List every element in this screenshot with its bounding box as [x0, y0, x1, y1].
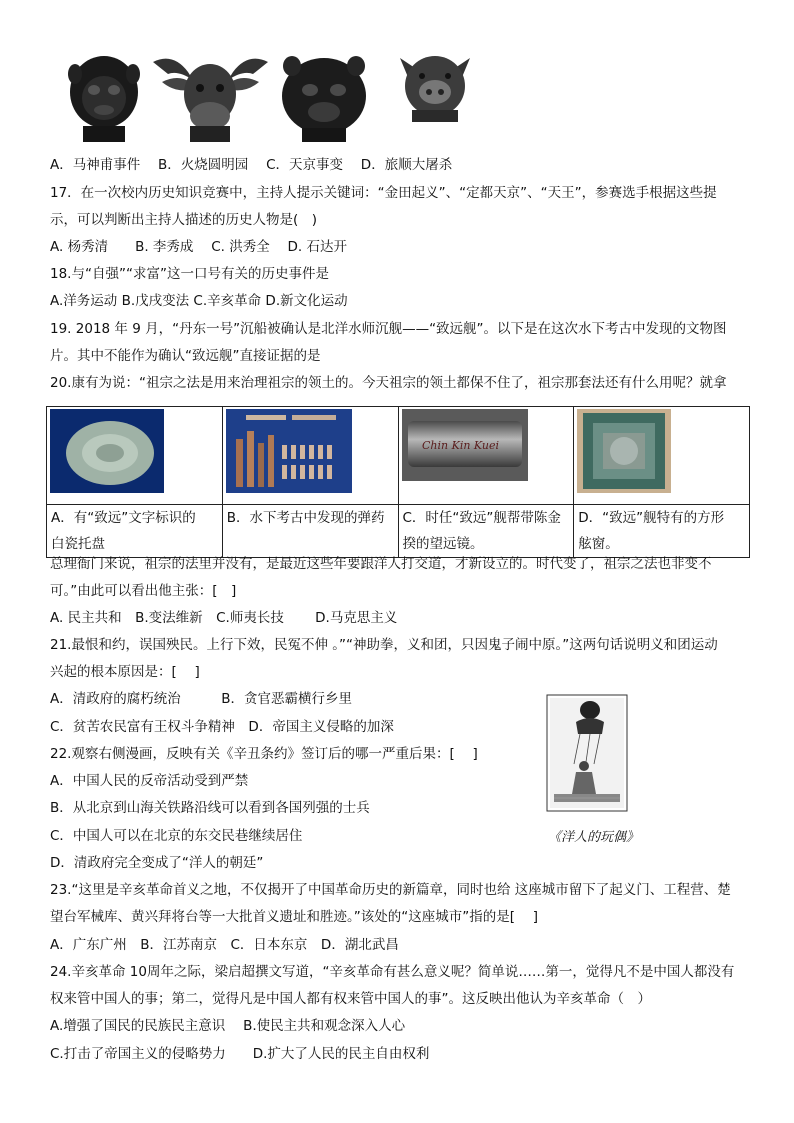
artifact-b-label — [222, 505, 398, 558]
artifact-d-label-line1: D．“致远”舰特有的方形 — [578, 510, 725, 526]
artifact-a-image-cell — [47, 407, 223, 505]
ox-head-image — [148, 52, 273, 144]
q17-stem-line1: 17．在一次校内历史知识竞赛中，主持人提示关键词：“金田起义”、“定都天京”、“天王”，参赛选手根据这些提 — [50, 185, 717, 201]
q23-stem-line1: 23.“这里是辛亥革命首义之地，不仅揭开了中国革命历史的新篇章，同时也给 这座城市留下了起义门、工程营、楚 — [50, 882, 731, 898]
cartoon-caption: 《洋人的玩偶》 — [548, 830, 640, 845]
q21-options-ab: A．清政府的腐朽统治 B．贪官恶霸横行乡里 — [50, 691, 352, 707]
q18-options: A.洋务运动 B.戊戌变法 C.辛亥革命 D.新文化运动 — [50, 293, 348, 309]
q22-stem: 22.观察右侧漫画，反映有关《辛丑条约》签订后的哪一严重后果：[ ] — [50, 746, 478, 762]
artifact-a-label-line1: A．有“致远”文字标识的 — [51, 510, 196, 526]
artifact-c-label — [398, 505, 574, 558]
artifact-d-image-cell — [574, 407, 750, 505]
q19-artifact-table — [46, 406, 750, 558]
q22-option-d: D．清政府完全变成了“洋人的朝廷” — [50, 855, 264, 871]
monkey-head-image — [65, 52, 143, 144]
artifact-c-label-line2: 揆的望远镜。 — [402, 536, 484, 552]
q17-options: A. 杨秀清 B. 李秀成 C. 洪秀全 D. 石达开 — [50, 239, 347, 255]
artifact-a-label — [47, 505, 223, 558]
q21-stem-line1: 21.最恨和约，误国殃民。上行下效，民冤不伸 。”“神助拳，义和团，只因鬼子闹中原。”这两句话说明义和团运动 — [50, 637, 718, 653]
q24-options-cd: C.打击了帝国主义的侵略势力 D.扩大了人民的民主自由权利 — [50, 1046, 430, 1062]
telescope-engraving: Chin Kin Kuei — [421, 439, 499, 452]
porcelain-tray-image — [50, 409, 164, 493]
puppet-cartoon-image — [546, 694, 628, 812]
q24-options-ab: A.增强了国民的民族民主意识 B.使民主共和观念深入人心 — [50, 1018, 406, 1034]
q22-option-c: C．中国人可以在北京的东交民巷继续居住 — [50, 828, 303, 844]
q16-options: A．马神甫事件 B．火烧圆明园 C．天京事变 D．旅顺大屠杀 — [50, 157, 453, 173]
artifact-d-label-line2: 舷窗。 — [578, 536, 619, 552]
q19-stem-line2: 片。其中不能作为确认“致远舰”直接证据的是 — [50, 348, 321, 364]
q20-stem-line2: 总理衙门来说，祖宗的法里并没有，是最近这些年要跟洋人打交道，才新设立的。时代变了，祖宗之法也非变不 — [50, 556, 712, 572]
q23-stem-line2: 望台军械库、黄兴拜将台等一大批首义遗址和胜迹。”该处的“这座城市”指的是[ ] — [50, 909, 539, 925]
ammunition-image — [226, 409, 352, 493]
q21-options-cd: C．贫苦农民富有王权斗争精神 D．帝国主义侵略的加深 — [50, 719, 394, 735]
artifact-b-image-cell — [222, 407, 398, 505]
artifact-b-label-line1: B．水下考古中发现的弹药 — [226, 510, 385, 526]
q18-stem: 18.与“自强”“求富”这一口号有关的历史事件是 — [50, 266, 329, 282]
square-porthole-image — [577, 409, 671, 493]
artifact-d-label — [574, 505, 750, 558]
telescope-image — [402, 409, 528, 481]
q17-stem-line2: 示，可以判断出主持人描述的历史人物是( ) — [50, 212, 318, 228]
q24-stem-line1: 24.辛亥革命 10周年之际，梁启超撰文写道，“辛亥革命有甚么意义呢？简单说……第一，觉得凡不是中国人都没有 — [50, 964, 735, 980]
q23-options: A．广东广州 B．江苏南京 C．日本东京 D．湖北武昌 — [50, 937, 399, 953]
artifact-c-label-line1: C．时任“致远”舰帮带陈金 — [402, 510, 561, 526]
artifact-a-label-line2: 白瓷托盘 — [51, 536, 105, 552]
artifact-c-image-cell — [398, 407, 574, 505]
q22-option-b: B．从北京到山海关铁路沿线可以看到各国列强的士兵 — [50, 800, 370, 816]
q20-stem-line3: 可。”由此可以看出他主张：[ ] — [50, 583, 237, 599]
q22-option-a: A．中国人民的反帝活动受到严禁 — [50, 773, 249, 789]
q21-stem-line2: 兴起的根本原因是：[ ] — [50, 664, 200, 680]
q20-options: A. 民主共和 B.变法维新 C.师夷长技 D.马克思主义 — [50, 610, 398, 626]
pig-head-image — [396, 52, 474, 124]
q19-stem-line1: 19. 2018 年 9 月，“丹东一号”沉船被确认是北洋水师沉舰——“致远舰”。以下是在这次水下考古中发现的文物图 — [50, 321, 727, 337]
tiger-head-image — [278, 52, 370, 144]
bronze-heads-images — [60, 52, 480, 147]
q20-stem-line1: 20.康有为说：“祖宗之法是用来治理祖宗的领土的。今天祖宗的领土都保不住了，祖宗那套法还有什么用呢？就拿 — [50, 375, 727, 391]
q24-stem-line2: 权来管中国人的事；第二，觉得凡是中国人都有权来管中国人的事”。这反映出他认为辛亥革命（ ） — [50, 991, 651, 1007]
